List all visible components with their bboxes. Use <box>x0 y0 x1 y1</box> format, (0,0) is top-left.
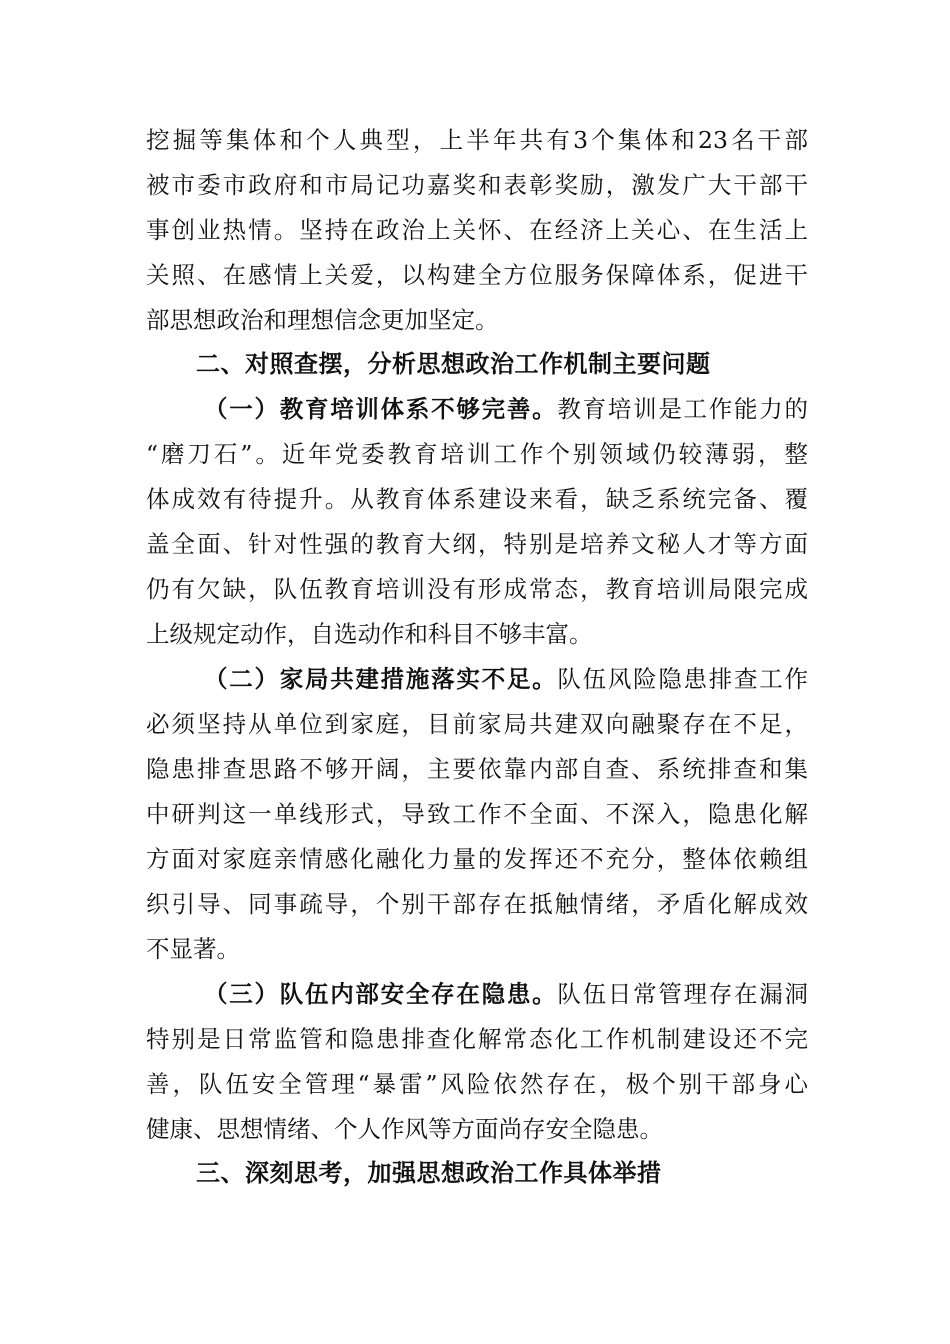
text-line: 体成效有待提升。从教育体系建设来看，缺乏系统完备、覆 <box>146 485 808 513</box>
item-two-first-line <box>204 664 808 694</box>
text-line: 上级规定动作，自选动作和科目不够丰富。 <box>146 620 593 648</box>
item-one-first-line <box>204 394 808 424</box>
text-line: 盖全面、针对性强的教育大纲，特别是培养文秘人才等方面 <box>146 530 808 558</box>
text-line: 不显著。 <box>146 935 240 963</box>
text-line: 特别是日常监管和隐患排查化解常态化工作机制建设还不完 <box>146 1025 808 1053</box>
item-one-first-rest: 教育培训是工作能力的 <box>557 395 809 423</box>
item-two-first-rest: 队伍风险隐患排查工作 <box>557 665 809 693</box>
text-line: 方面对家庭亲情感化融化力量的发挥还不充分，整体依赖组 <box>146 845 808 873</box>
text-line: 中研判这一单线形式，导致工作不全面、不深入，隐患化解 <box>146 800 808 828</box>
text-line: 仍有欠缺，队伍教育培训没有形成常态，教育培训局限完成 <box>146 575 808 603</box>
text-line: 挖掘等集体和个人典型，上半年共有3个集体和23名干部 <box>146 126 808 154</box>
text-line: 关照、在感情上关爱，以构建全方位服务保障体系，促进干 <box>146 261 808 289</box>
text-line: 健康、思想情绪、个人作风等方面尚存安全隐患。 <box>146 1115 663 1143</box>
item-three-first-rest: 队伍日常管理存在漏洞 <box>557 980 809 1008</box>
section-heading-three: 三、深刻思考，加强思想政治工作具体举措 <box>196 1159 662 1187</box>
text-line: 织引导、同事疏导，个别干部存在抵触情绪，矛盾化解成效 <box>146 890 808 918</box>
text-line: 事创业热情。坚持在政治上关怀、在经济上关心、在生活上 <box>146 216 808 244</box>
item-one-lead: （一）教育培训体系不够完善。 <box>204 395 558 423</box>
item-three-lead: （三）队伍内部安全存在隐患。 <box>204 980 558 1008</box>
text-line: 被市委市政府和市局记功嘉奖和表彰奖励，激发广大干部干 <box>146 171 808 199</box>
section-heading-two: 二、对照查摆，分析思想政治工作机制主要问题 <box>196 350 711 378</box>
text-line: 部思想政治和理想信念更加坚定。 <box>146 306 499 334</box>
text-line: 善，队伍安全管理“暴雷”风险依然存在，极个别干部身心 <box>146 1070 808 1098</box>
text-line: 隐患排查思路不够开阔，主要依靠内部自查、系统排查和集 <box>146 755 808 783</box>
item-two-lead: （二）家局共建措施落实不足。 <box>204 665 558 693</box>
item-three-first-line <box>204 979 808 1009</box>
text-line: 必须坚持从单位到家庭，目前家局共建双向融聚存在不足， <box>146 710 808 738</box>
text-line: “磨刀石”。近年党委教育培训工作个别领域仍较薄弱，整 <box>146 440 808 468</box>
